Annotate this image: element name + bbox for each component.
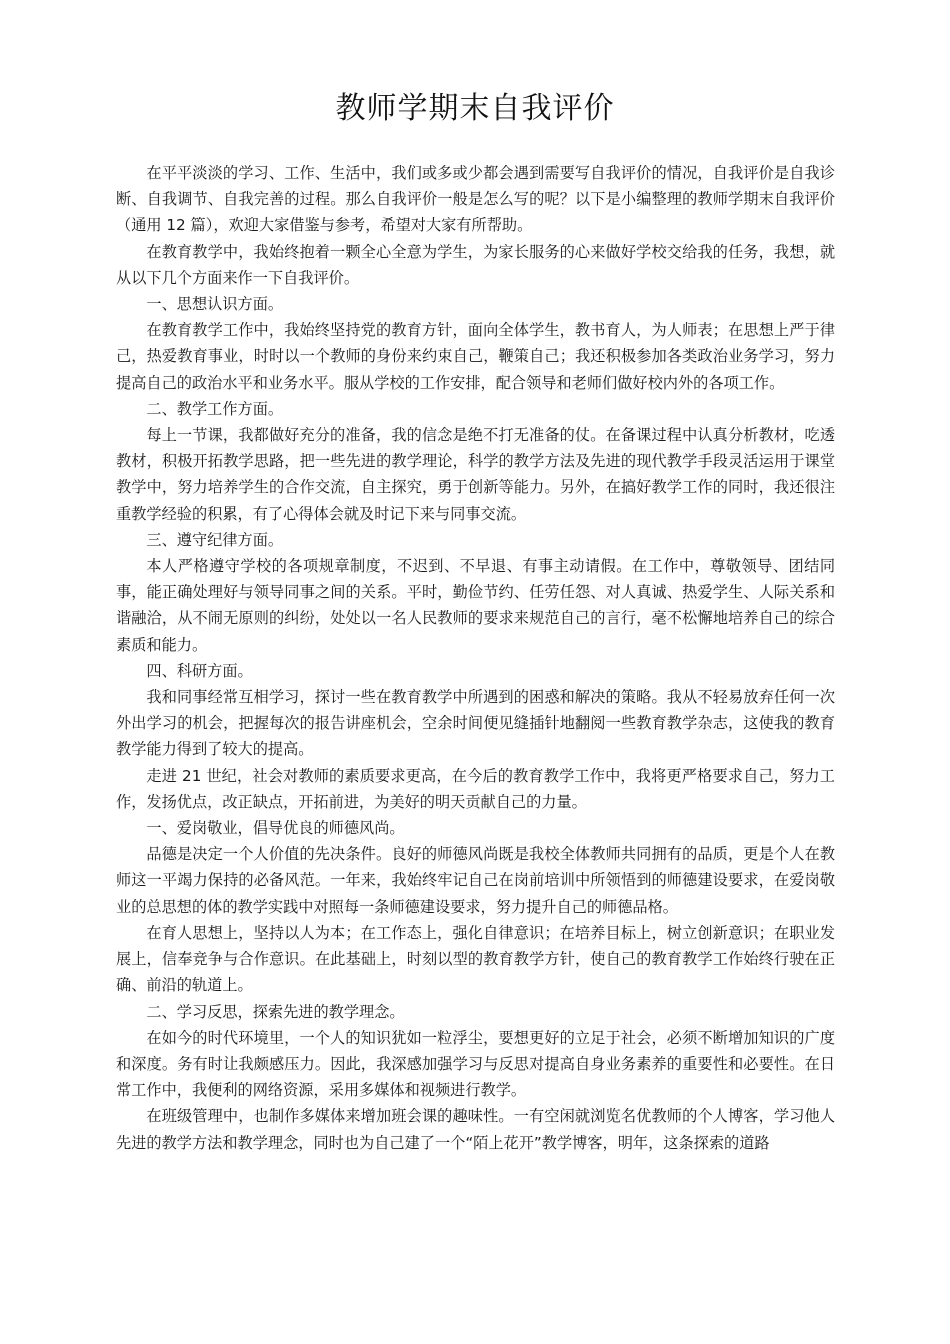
body-paragraph: 在育人思想上，坚持以人为本；在工作态上，强化自律意识；在培养目标上，树立创新意识；在职业发展上，信奉竞争与合作意识。在此基础上，时刻以型的教育教学方针，使自己的教育教学工作始终行驶在正确、前沿的轨道上。 (116, 923, 835, 995)
body-paragraph: 本人严格遵守学校的各项规章制度，不迟到、不早退、有事主动请假。在工作中，尊敬领导、团结同事，能正确处理好与领导同事之间的关系。平时，勤俭节约、任劳任怨、对人真诚、热爱学生、人际关系和谐融洽，从不闹无原则的纠纷，处处以一名人民教师的要求来规范自己的言行，毫不松懈地培养自己的综合素质和能力。 (116, 557, 835, 654)
section-heading: 三、遵守纪律方面。 (146, 530, 284, 549)
body-paragraph: 在教育教学中，我始终抱着一颗全心全意为学生，为家长服务的心来做好学校交给我的任务，我想，就从以下几个方面来作一下自我评价。 (116, 242, 835, 287)
body-paragraph: 在班级管理中，也制作多媒体来增加班会课的趣味性。一有空闲就浏览名优教师的个人博客，学习他人先进的教学方法和教学理念，同时也为自己建了一个“陌上花开”教学博客，明年，这条探索的道路 (116, 1107, 835, 1152)
section-heading: 一、思想认识方面。 (146, 295, 284, 314)
section-heading: 四、科研方面。 (146, 661, 253, 680)
body-paragraph: 每上一节课，我都做好充分的准备，我的信念是绝不打无准备的仗。在备课过程中认真分析教材，吃透教材，积极开拓教学思路，把一些先进的教学理论，科学的教学方法及先进的现代教学手段灵活运用于课堂教学中，努力培养学生的合作交流，自主探究，勇于创新等能力。另外，在搞好教学工作的同时，我还很注重教学经验的积累，有了心得体会就及时记下来与同事交流。 (116, 426, 835, 523)
intro-paragraph: 在平平淡淡的学习、工作、生活中，我们或多或少都会遇到需要写自我评价的情况，自我评价是自我诊断、自我调节、自我完善的过程。那么自我评价一般是怎么写的呢？以下是小编整理的教师学期末自我评价（通用 12 篇），欢迎大家借鉴与参考，希望对大家有所帮助。 (116, 164, 835, 235)
document-title: 教师学期末自我评价 (335, 91, 615, 126)
body-paragraph: 品德是决定一个人价值的先决条件。良好的师德风尚既是我校全体教师共同拥有的品质，更是个人在教师这一平竭力保持的必备风范。一年来，我始终牢记自己在岗前培训中所领悟到的师德建设要求，在爱岗敬业的总思想的体的教学实践中对照每一条师德建设要求，努力提升自己的师德品格。 (116, 845, 835, 916)
document-body (116, 160, 835, 1156)
section-heading: 二、教学工作方面。 (146, 399, 284, 418)
body-paragraph: 走进 21 世纪，社会对教师的素质要求更高，在今后的教育教学工作中，我将更严格要求自己，努力工作，发扬优点，改正缺点，开拓前进，为美好的明天贡献自己的力量。 (116, 766, 835, 811)
body-paragraph: 我和同事经常互相学习，探讨一些在教育教学中所遇到的困惑和解决的策略。我从不轻易放弃任何一次外出学习的机会，把握每次的报告讲座机会，空余时间便见缝插针地翻阅一些教育教学杂志，这使我的教育教学能力得到了较大的提高。 (116, 688, 835, 759)
body-paragraph: 在如今的时代环境里，一个人的知识犹如一粒浮尘，要想更好的立足于社会，必须不断增加知识的广度和深度。务有时让我颇感压力。因此，我深感加强学习与反思对提高自身业务素养的重要性和必要性。在日常工作中，我便利的网络资源，采用多媒体和视频进行教学。 (116, 1028, 835, 1100)
section-heading: 二、学习反思，探索先进的教学理念。 (146, 1002, 405, 1021)
body-paragraph: 在教育教学工作中，我始终坚持党的教育方针，面向全体学生，教书育人，为人师表；在思想上严于律己，热爱教育事业，时时以一个教师的身份来约束自己，鞭策自己；我还积极参加各类政治业务学习，努力提高自己的政治水平和业务水平。服从学校的工作安排，配合领导和老师们做好校内外的各项工作。 (116, 321, 835, 392)
section-heading: 一、爱岗敬业，倡导优良的师德风尚。 (146, 819, 405, 838)
